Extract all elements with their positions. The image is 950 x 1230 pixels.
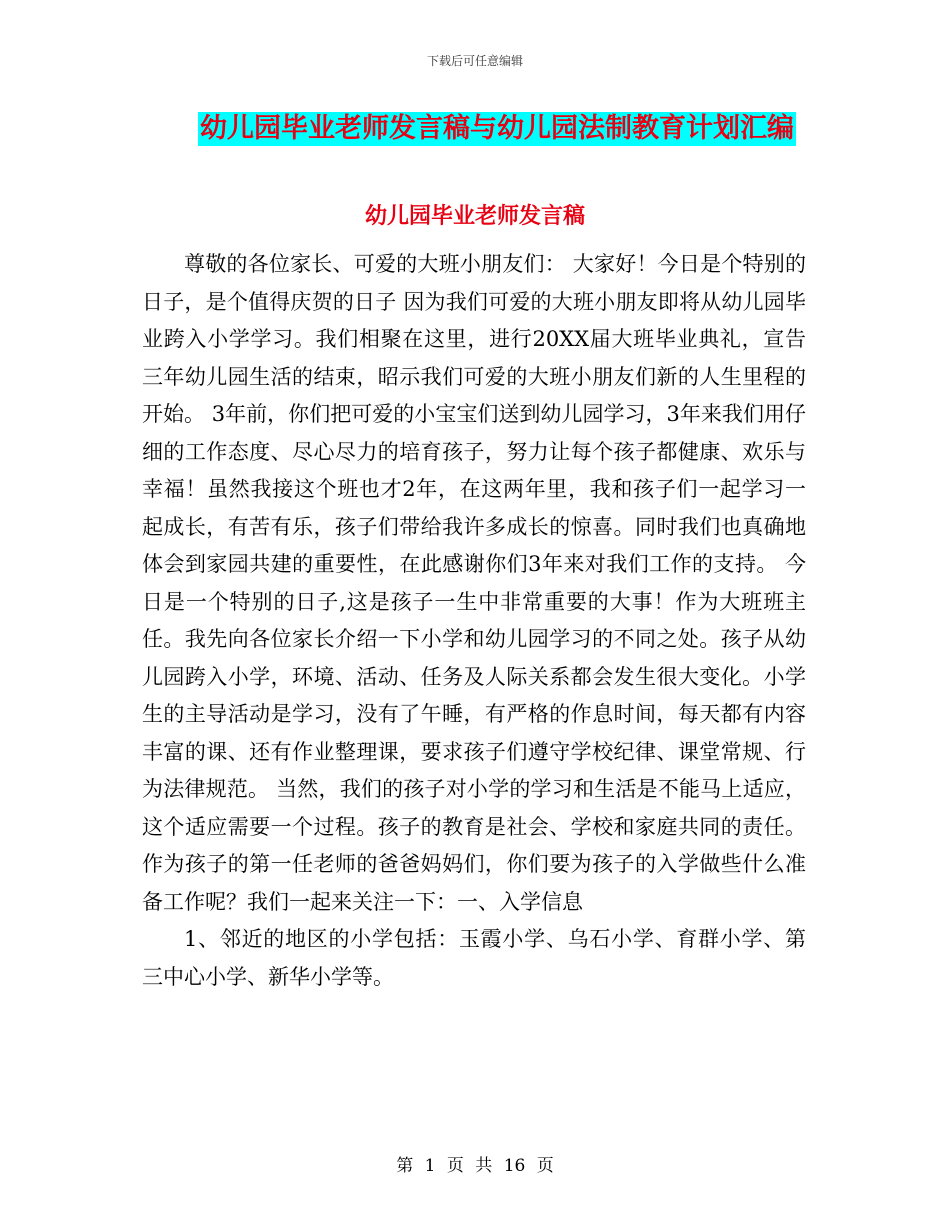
page-header-note: 下载后可任意编辑	[426, 54, 523, 68]
document-body	[142, 246, 806, 996]
section-title: 幼儿园毕业老师发言稿	[364, 203, 585, 229]
body-paragraph: 尊敬的各位家长、可爱的大班小朋友们： 大家好！今日是个特别的日子，是个值得庆贺的日子 因为我们可爱的大班小朋友即将从幼儿园毕业跨入小学学习。我们相聚在这里，进行20XX届大班毕业典礼，宣告三年幼儿园生活的结束，昭示我们可爱的大班小朋友们新的人生里程的开始。 3年前，你们把可爱的小宝宝们送到幼儿园学习，3年来我们用仔细的工作态度、尽心尽力的培育孩子，努力让每个孩子都健康、欢乐与幸福！虽然我接这个班也才2年，在这两年里，我和孩子们一起学习一起成长，有苦有乐，孩子们带给我许多成长的惊喜。同时我们也真确地体会到家园共建的重要性，在此感谢你们3年来对我们工作的支持。 今日是一个特别的日子,这是孩子一生中非常重要的大事！作为大班班主任。我先向各位家长介绍一下小学和幼儿园学习的不同之处。孩子从幼儿园跨入小学，环境、活动、任务及人际关系都会发生很大变化。小学生的主导活动是学习，没有了午睡，有严格的作息时间，每天都有内容丰富的课、还有作业整理课，要求孩子们遵守学校纪律、课堂常规、行为法律规范。 当然，我们的孩子对小学的学习和生活是不能马上适应，这个适应需要一个过程。孩子的教育是社会、学校和家庭共同的责任。作为孩子的第一任老师的爸爸妈妈们，你们要为孩子的入学做些什么准备工作呢？我们一起来关注一下：一、入学信息	[142, 252, 806, 914]
body-paragraph: 1、邻近的地区的小学包括：玉霞小学、乌石小学、育群小学、第三中心小学、新华小学等。	[142, 927, 806, 989]
document-title-container	[0, 112, 950, 146]
page-number-footer: 第 1 页 共 16 页	[396, 1156, 554, 1176]
document-title: 幼儿园毕业老师发言稿与幼儿园法制教育计划汇编	[200, 113, 794, 144]
